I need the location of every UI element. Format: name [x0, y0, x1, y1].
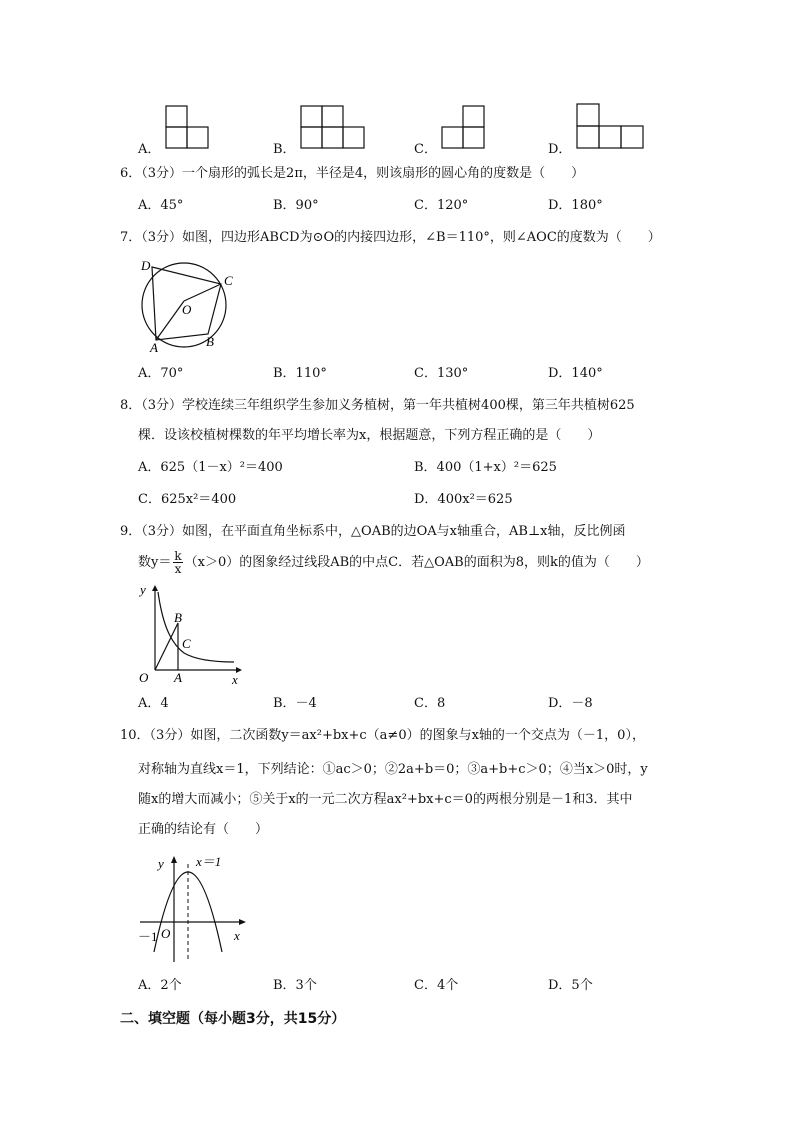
- q9-fraction-denominator: x: [174, 562, 182, 576]
- q9-label-a: A: [174, 670, 182, 685]
- q7-label-d: D: [141, 258, 151, 273]
- q10-label-y: y: [158, 856, 164, 871]
- q9-option-c: C．8: [414, 696, 446, 711]
- q5-option-b-figure: [299, 104, 369, 152]
- q9-option-a: A．4: [138, 696, 169, 711]
- q7-option-b: B．110°: [273, 366, 327, 381]
- q7-stem: 7．（3分）如图，四边形ABCD为⊙O的内接四边形，∠B＝110°，则∠AOC的度数为（ ）: [120, 230, 661, 245]
- q7-label-c: C: [224, 273, 233, 288]
- q10-label-axis: x＝1: [196, 854, 222, 869]
- q7-option-d: D．140°: [548, 366, 603, 381]
- q9-graph-figure: [134, 580, 246, 688]
- q6-option-d: D．180°: [548, 198, 603, 213]
- q10-parabola-figure: [134, 848, 254, 964]
- q10-option-b: B．3个: [273, 978, 317, 993]
- q9-label-c: C: [182, 636, 191, 651]
- q7-option-a: A．70°: [138, 366, 184, 381]
- q7-label-o: O: [182, 302, 192, 317]
- q7-label-b: B: [206, 334, 214, 349]
- q5-option-a-figure: [164, 104, 212, 152]
- q10-option-d: D．5个: [548, 978, 593, 993]
- q6-option-c: C．120°: [414, 198, 469, 213]
- q10-option-a: A．2个: [138, 978, 182, 993]
- q10-stem-line1: 10．（3分）如图，二次函数y＝ax²+bx+c（a≠0）的图象与x轴的一个交点为（－1，0），: [120, 728, 645, 743]
- q6-option-a: A．45°: [138, 198, 184, 213]
- q7-segment-oa: [156, 301, 184, 340]
- q9-y-arrow: [152, 585, 158, 591]
- section-2-heading: 二、填空题（每小题3分，共15分）: [120, 1011, 346, 1027]
- q8-option-d: D．400x²＝625: [414, 492, 513, 507]
- q9-fraction-numerator: k: [174, 549, 182, 563]
- q8-stem-line2: 棵．设该校植树棵数的年平均增长率为x，根据题意，下列方程正确的是（ ）: [138, 428, 601, 443]
- q10-stem-line2: 对称轴为直线x＝1，下列结论：①ac＞0；②2a+b＝0；③a+b+c＞0；④当x＞0时，y: [138, 762, 648, 777]
- q10-stem-line4: 正确的结论有（ ）: [138, 822, 269, 837]
- q8-option-b: B．400（1+x）²＝625: [414, 460, 557, 475]
- q6-option-b: B．90°: [273, 198, 319, 213]
- q10-label-x: x: [234, 928, 240, 943]
- q10-option-c: C．4个: [414, 978, 459, 993]
- q9-label-y: y: [140, 582, 146, 597]
- q9-option-b: B．－4: [273, 696, 317, 711]
- q9-label-x: x: [232, 672, 238, 687]
- q5-option-a-label: A．: [138, 142, 161, 157]
- q9-stem-line2-post: （x＞0）的图象经过线段AB的中点C．若△OAB的面积为8，则k的值为（ ）: [184, 555, 649, 570]
- q5-option-d-label: D．: [548, 142, 572, 157]
- q9-hyperbola: [158, 592, 234, 662]
- q6-stem: 6．（3分）一个扇形的弧长是2π，半径是4，则该扇形的圆心角的度数是（ ）: [120, 166, 585, 181]
- q10-x-arrow: [239, 919, 246, 925]
- q5-option-d-figure: [575, 102, 647, 152]
- q10-stem-line3: 随x的增大而减小；⑤关于x的一元二次方程ax²+bx+c＝0的两根分别是－1和3．其中: [138, 792, 633, 807]
- q9-option-d: D．－8: [548, 696, 593, 711]
- q9-stem-line1: 9．（3分）如图，在平面直角坐标系中，△OAB的边OA与x轴重合，AB⊥x轴，反比例函: [120, 524, 626, 539]
- q5-option-b-label: B．: [273, 142, 296, 157]
- q10-y-arrow: [171, 856, 177, 863]
- q9-stem-line2-pre: 数y＝: [138, 555, 172, 570]
- q5-option-c-label: C．: [414, 142, 437, 157]
- q8-option-c: C．625x²＝400: [138, 492, 237, 507]
- q7-circle-figure: [134, 254, 244, 354]
- q10-label-o: O: [161, 926, 171, 941]
- q7-option-c: C．130°: [414, 366, 469, 381]
- q5-option-c-figure: [440, 104, 488, 152]
- q9-fraction: [173, 550, 182, 575]
- q8-option-a: A．625（1－x）²＝400: [138, 460, 283, 475]
- q9-segment-ob: [155, 623, 178, 670]
- q10-label-neg1: －1: [138, 929, 158, 944]
- q9-label-o: O: [139, 670, 149, 685]
- q8-stem-line1: 8．（3分）学校连续三年组织学生参加义务植树，第一年共植树400棵，第三年共植树625: [120, 398, 635, 413]
- q7-segment-oc: [184, 284, 221, 301]
- q7-label-a: A: [150, 340, 158, 354]
- q9-label-b: B: [174, 610, 182, 625]
- q9-stem-line2: [138, 550, 649, 576]
